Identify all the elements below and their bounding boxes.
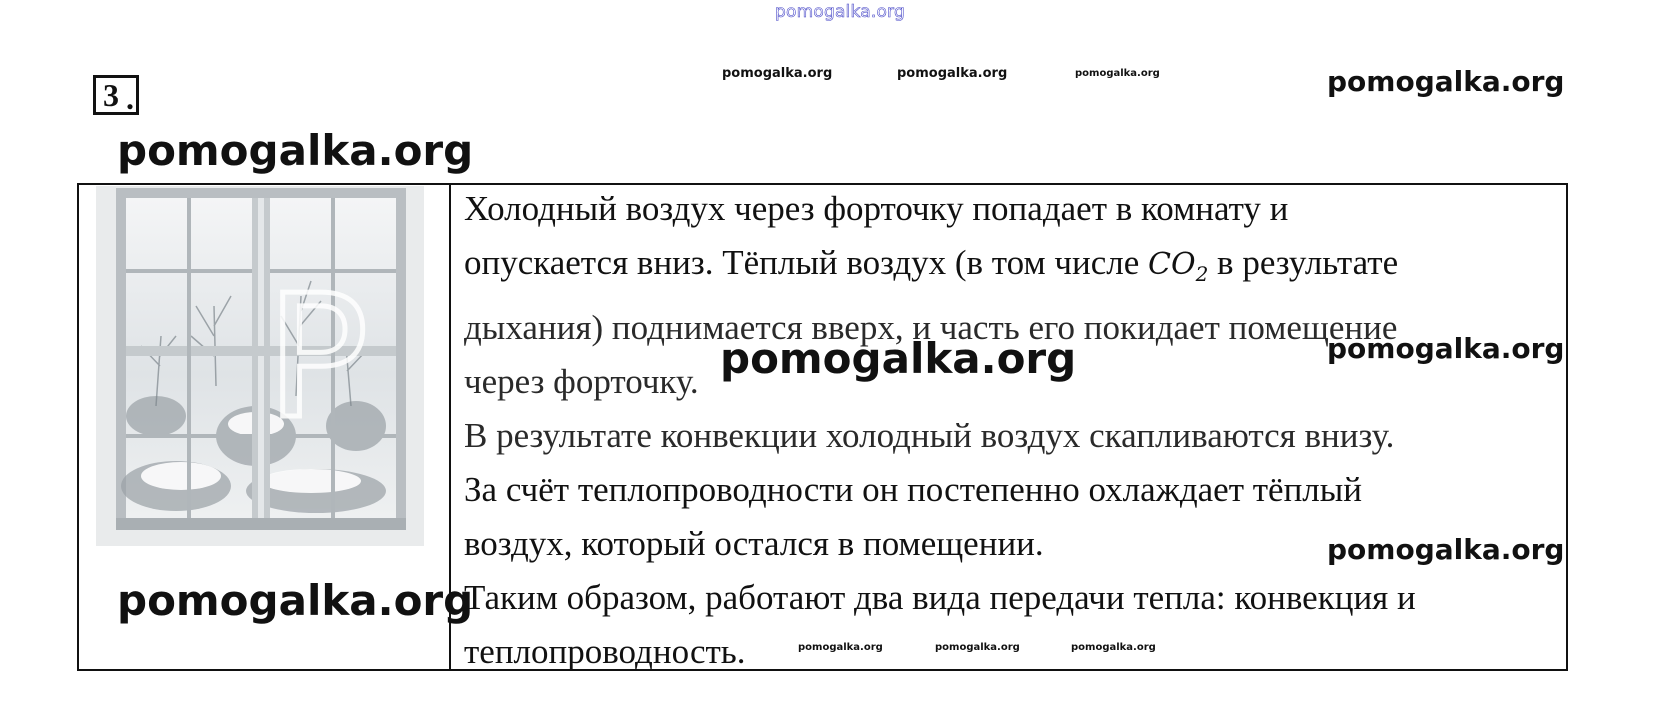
text-line-content: воздух, который остался в помещении. xyxy=(464,524,1044,563)
answer-text xyxy=(464,182,1564,679)
watermark-medium-3: pomogalka.org xyxy=(1327,533,1565,566)
watermark-small-2: pomogalka.org xyxy=(897,66,1008,81)
text-line xyxy=(464,571,1564,625)
watermark-medium-2: pomogalka.org xyxy=(1327,332,1565,365)
text-line-content: через форточку. xyxy=(464,362,699,401)
formula-co2 xyxy=(1148,247,1209,286)
watermark-tiny-1: pomogalka.org xyxy=(1075,68,1160,79)
watermark-large-2: pomogalka.org xyxy=(720,334,1077,383)
task-number-dot: . xyxy=(126,80,134,116)
text-line-content: опускается вниз. Тёплый воздух (в том числе xyxy=(464,243,1148,282)
text-line-content: За счёт теплопроводности он постепенно охлаждает тёплый xyxy=(464,470,1363,509)
text-line-content: В результате конвекции холодный воздух скапливаются внизу. xyxy=(464,416,1395,455)
text-line xyxy=(464,236,1564,301)
formula-subscript: 2 xyxy=(1195,262,1209,286)
watermark-large-3: pomogalka.org xyxy=(117,576,474,625)
text-line-content: дыхания) поднимается вверх, и часть его покидает помещение xyxy=(464,308,1398,347)
text-line-content: Холодный воздух через форточку попадает в комнату и xyxy=(464,189,1289,228)
text-line xyxy=(464,409,1564,463)
watermark-tiny-2: pomogalka.org xyxy=(798,642,883,653)
winter-window-image xyxy=(96,186,424,546)
text-line-content: в результате xyxy=(1208,243,1399,282)
text-line xyxy=(464,463,1564,517)
watermark-tiny-3: pomogalka.org xyxy=(935,642,1020,653)
svg-text:P: P xyxy=(266,259,369,457)
watermark-small-1: pomogalka.org xyxy=(722,66,833,81)
top-watermark: pomogalka.org xyxy=(775,2,905,22)
watermark-large-1: pomogalka.org xyxy=(117,126,474,175)
text-line xyxy=(464,182,1564,236)
formula-main: CO xyxy=(1148,247,1196,282)
text-line-content: Таким образом, работают два вида передачи тепла: конвекция и xyxy=(464,578,1416,617)
watermark-medium-1: pomogalka.org xyxy=(1327,65,1565,98)
text-line-content: теплопроводность. xyxy=(464,632,746,671)
task-number: 3 xyxy=(103,77,119,113)
watermark-tiny-4: pomogalka.org xyxy=(1071,642,1156,653)
